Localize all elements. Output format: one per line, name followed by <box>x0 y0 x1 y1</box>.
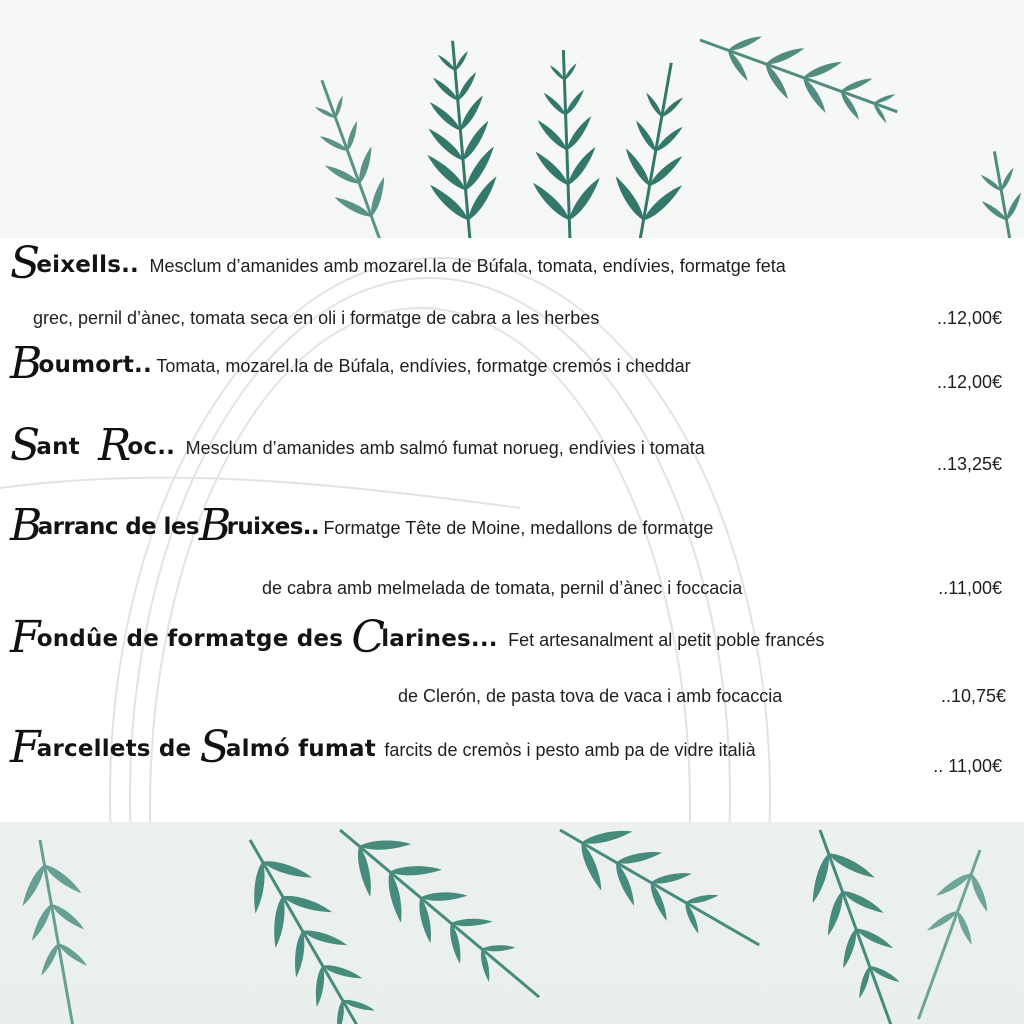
dish-description-cont: de cabra amb melmelada de tomata, pernil d’ànec i foccacia <box>262 578 743 598</box>
dish-name: Fondûe de formatge des Clarines... <box>10 612 498 663</box>
dish-price: .. 11,00€ <box>933 756 1002 776</box>
dish-price: ..10,75€ <box>940 686 1006 706</box>
menu-panel <box>0 238 1024 822</box>
dish-name: Seixells.. <box>10 238 139 289</box>
dish-description: Mesclum d’amanides amb salmó fumat norueg, endívies i tomata <box>185 438 705 458</box>
dish-description-cont: de Clerón, de pasta tova de vaca i amb focaccia <box>398 686 783 706</box>
dish-description: Fet artesanalment al petit poble francés <box>508 630 825 650</box>
dish-price: ..12,00€ <box>936 372 1002 392</box>
dish-name: Barranc de lesBruixes.. <box>10 500 320 551</box>
dish-price: ..12,00€ <box>936 308 1002 328</box>
dish-name: Farcellets de Salmó fumat <box>10 722 376 773</box>
dish-description: Tomata, mozarel.la de Búfala, endívies, formatge cremós i cheddar <box>156 356 691 376</box>
dish-description: Formatge Tête de Moine, medallons de formatge <box>323 518 714 538</box>
dish-description-cont: grec, pernil d’ànec, tomata seca en oli i formatge de cabra a les herbes <box>33 308 600 328</box>
dish-name: Sant Roc.. <box>10 420 176 471</box>
dish-price: ..11,00€ <box>938 578 1002 598</box>
dish-description: Mesclum d’amanides amb mozarel.la de Búfala, tomata, endívies, formatge feta <box>149 256 786 276</box>
dish-description: farcits de cremòs i pesto amb pa de vidre italià <box>384 740 756 760</box>
dish-price: ..13,25€ <box>936 454 1002 474</box>
dish-name: Boumort.. <box>10 338 152 389</box>
